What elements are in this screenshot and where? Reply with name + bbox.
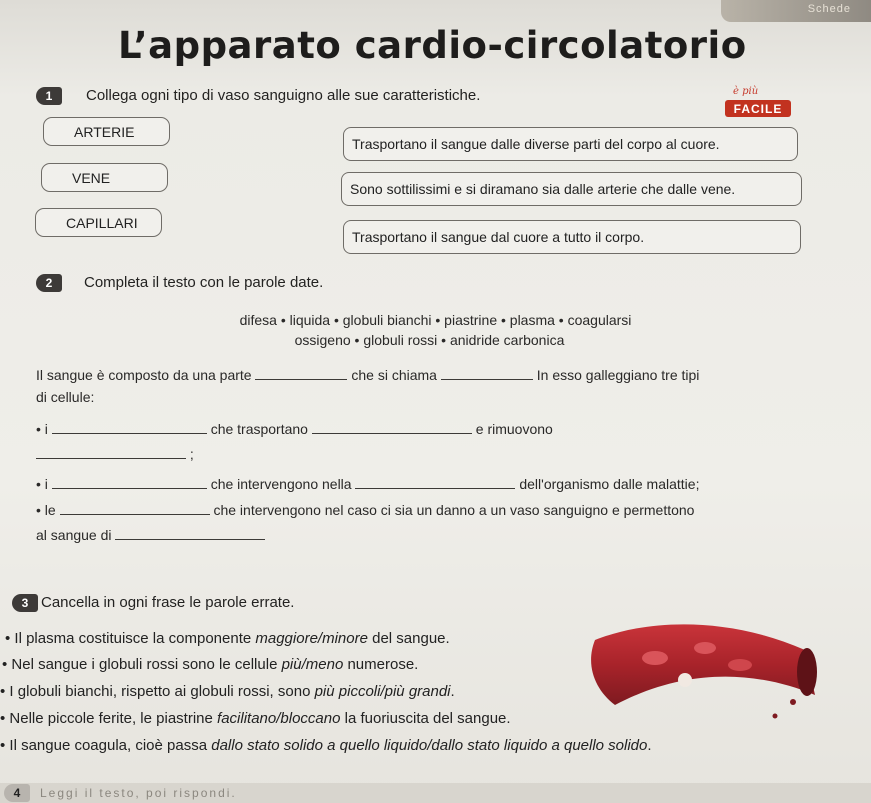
text-fragment: numerose. — [343, 656, 419, 673]
text-fragment: che si chiama — [351, 367, 437, 383]
blank-3[interactable] — [52, 433, 207, 434]
exercise-2-number: 2 — [36, 274, 62, 292]
blood-cell-3 — [728, 659, 752, 671]
bullet-line-1-cont — [36, 446, 194, 462]
exercise-4-instruction: Leggi il testo, poi rispondi. — [40, 786, 237, 800]
text-fragment: . — [450, 683, 455, 700]
exercise-1-instruction: Collega ogni tipo di vaso sanguigno alle sue caratteristiche. — [86, 87, 481, 104]
definition-2[interactable]: Sono sottilissimi e si diramano sia dalle arterie che dalle vene. — [341, 172, 802, 206]
bullet-line-2 — [36, 476, 699, 492]
corner-tab-label: Schede — [807, 3, 851, 15]
option-pair-5[interactable]: dallo stato solido a quello liquido/dallo stato liquido a quello solido — [211, 737, 648, 754]
blank-2[interactable] — [441, 379, 533, 380]
text-fragment: del sangue. — [367, 630, 450, 647]
word-bank-line-1: difesa • liquida • globuli bianchi • piastrine • plasma • coagularsi — [239, 312, 632, 328]
blood-cell-1 — [642, 651, 668, 665]
sentence-1 — [5, 630, 450, 647]
text-fragment: Il sangue è composto da una parte — [36, 367, 252, 383]
sentence-5 — [0, 737, 652, 754]
sentence-2 — [2, 656, 418, 673]
word-bank-line-2: ossigeno • globuli rossi • anidride carbonica — [294, 332, 565, 348]
blank-8[interactable] — [60, 514, 210, 515]
next-exercise-strip — [0, 783, 871, 803]
text-fragment: al sangue di — [36, 527, 112, 543]
page-title: L’apparato cardio-circolatorio — [118, 24, 747, 67]
text-fragment: dell'organismo dalle malattie; — [519, 476, 700, 492]
bullet-line-3-cont — [36, 527, 265, 543]
difficulty-badge-label: FACILE — [725, 100, 791, 117]
term-vene[interactable]: VENE — [41, 163, 168, 192]
option-pair-4[interactable]: facilitano/bloccano — [217, 710, 341, 727]
exercise-3-number: 3 — [12, 594, 38, 612]
text-fragment: e rimuovono — [475, 421, 553, 437]
sentence-3 — [0, 683, 455, 700]
definition-1[interactable]: Trasportano il sangue dalle diverse parti del corpo al cuore. — [343, 127, 798, 161]
option-pair-3[interactable]: più piccoli/più grandi — [314, 683, 451, 700]
text-fragment: . — [647, 737, 652, 754]
difficulty-badge — [725, 88, 791, 118]
exercise-2-instruction: Completa il testo con le parole date. — [84, 274, 324, 291]
definition-3[interactable]: Trasportano il sangue dal cuore a tutto il corpo. — [343, 220, 801, 254]
sentence-4 — [0, 710, 511, 727]
text-fragment: che trasportano — [210, 421, 308, 437]
text-fragment: che intervengono nel caso ci sia un danno a un vaso sanguigno e permettono — [213, 502, 695, 518]
text-fragment: • Il sangue coagula, cioè passa — [0, 737, 212, 754]
paragraph-line-2: di cellule: — [36, 389, 95, 405]
text-fragment: • Il plasma costituisce la componente — [5, 630, 256, 647]
text-fragment: la fuoriuscita del sangue. — [340, 710, 511, 727]
option-pair-2[interactable]: più/meno — [281, 656, 344, 673]
text-fragment: In esso galleggiano tre tipi — [536, 367, 700, 383]
blood-vessel-illustration — [575, 610, 820, 725]
blank-6[interactable] — [52, 488, 207, 489]
text-fragment: • Nel sangue i globuli rossi sono le cellule — [2, 656, 282, 673]
blank-7[interactable] — [355, 488, 515, 489]
text-fragment: che intervengono nella — [210, 476, 352, 492]
bullet-line-1 — [36, 421, 553, 437]
term-arterie[interactable]: ARTERIE — [43, 117, 170, 146]
term-capillari[interactable]: CAPILLARI — [35, 208, 162, 237]
bullet-line-3 — [36, 502, 694, 518]
text-fragment: • i — [36, 421, 48, 437]
exercise-1-number: 1 — [36, 87, 62, 105]
difficulty-badge-top: è più — [733, 86, 759, 97]
vessel-wall — [591, 624, 815, 705]
particle-1 — [790, 699, 796, 705]
text-fragment: • I globuli bianchi, rispetto ai globuli rossi, sono — [0, 683, 315, 700]
text-fragment: • le — [36, 502, 56, 518]
white-cell — [678, 673, 692, 687]
text-fragment: • Nelle piccole ferite, le piastrine — [0, 710, 218, 727]
corner-tab — [721, 0, 871, 22]
vessel-opening — [797, 648, 817, 696]
option-pair-1[interactable]: maggiore/minore — [255, 630, 368, 647]
particle-2 — [773, 714, 778, 719]
text-fragment: • i — [36, 476, 48, 492]
text-fragment: ; — [189, 446, 194, 462]
blank-9[interactable] — [115, 539, 265, 540]
exercise-4-number: 4 — [4, 784, 30, 802]
blood-cell-2 — [694, 642, 716, 654]
blank-5[interactable] — [36, 458, 186, 459]
paragraph-line-1 — [36, 367, 699, 383]
exercise-3-instruction: Cancella in ogni frase le parole errate. — [41, 594, 295, 611]
blank-1[interactable] — [255, 379, 347, 380]
blank-4[interactable] — [312, 433, 472, 434]
